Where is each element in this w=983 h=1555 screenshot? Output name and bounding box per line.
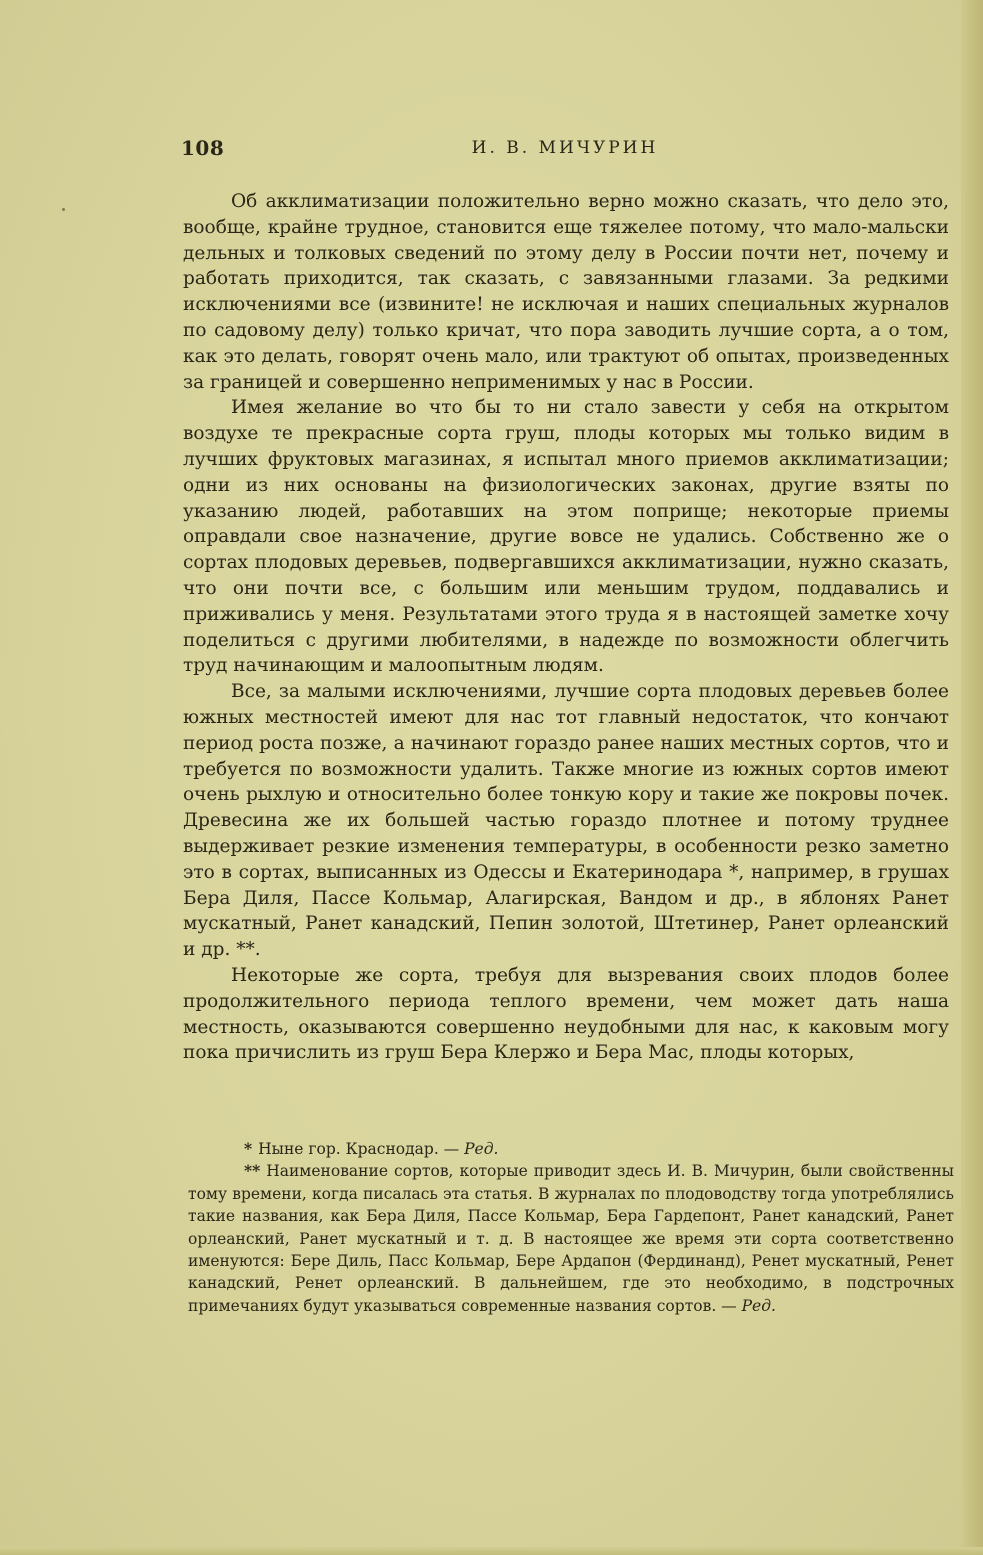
editor-note: Ред. — [741, 1296, 776, 1315]
main-text — [183, 189, 949, 1066]
page-number: 108 — [181, 136, 225, 160]
editor-note: Ред. — [464, 1140, 499, 1158]
footnotes — [188, 1138, 954, 1317]
paper-speck — [62, 208, 65, 211]
paragraph: Имея желание во что бы то ни стало завести у себя на открытом воздухе те прекрасные сорта груш, плоды которых мы только видим в лучших фруктовых магазинах, я испытал много приемов акклиматизации; одни из них основаны на физиологических законах, другие взяты по указанию людей, работавших на этом поприще; некоторые приемы оправдали свое назначение, другие вовсе не удались. Собственно же о сортах плодовых деревьев, подвергавшихся акклиматизации, нужно сказать, что они почти все, с большим или меньшим трудом, поддавались и приживались у меня. Результатами этого труда я в настоящей заметке хочу поделиться с другими любителями, в надежде по возможности облегчить труд начинающим и малоопытным людям. — [183, 397, 949, 677]
footnote — [188, 1138, 954, 1160]
footnote — [188, 1160, 954, 1317]
paragraph: Некоторые же сорта, требуя для вызревания своих плодов более продолжительного периода теплого времени, чем может дать наша местность, оказываются совершенно неудобными для нас, к каковым могу пока причислить из груш Бера Клержо и Бера Мас, плоды которых, — [183, 964, 949, 1064]
page-bottom-edge — [0, 1547, 983, 1555]
page-edge-shadow — [961, 0, 983, 1555]
paragraph: Все, за малыми исключениями, лучшие сорта плодовых деревьев более южных местностей имеют для нас тот главный недостаток, что кончают период роста позже, а начинают гораздо ранее наших местных сортов, что и требуется по возможности удалить. Также многие из южных сортов имеют очень рыхлую и относительно более тонкую кору и такие же покровы почек. Древесина же их большей частью гораздо плотнее и потому труднее выдерживает резкие изменения температуры, в особенности резко заметно это в сортах, выписанных из Одессы и Екатеринодара *, например, в грушах Бера Диля, Пассе Кольмар, Алагирская, Вандом и др., в яблонях Ранет мускатный, Ранет канадский, Пепин золотой, Штетинер, Ранет орлеанский и др. **. — [183, 681, 949, 961]
footnote-text: Ныне гор. Краснодар. — — [258, 1140, 460, 1158]
running-head: И. В. МИЧУРИН — [471, 138, 659, 158]
page-header — [181, 136, 949, 166]
paragraph: Об акклиматизации положительно верно можно сказать, что дело это, вообще, крайне трудное, становится еще тяжелее потому, что мало-мальски дельных и толковых сведений по этому делу в России почти нет, почему и работать приходится, так сказать, с завязанными глазами. За редкими исключениями все (извините! не исключая и наших специальных журналов по садовому делу) только кричат, что пора заводить лучшие сорта, а о том, как это делать, говорят очень мало, или трактуют об опытах, произведенных за границей и совершенно неприменимых у нас в России. — [183, 191, 949, 393]
footnote-marker: * — [244, 1139, 253, 1158]
footnote-text: Наименование сортов, которые приводит здесь И. В. Мичурин, были свойственны тому времени, когда писалась эта статья. В журналах по плодоводству тогда употреблялись такие названия, как Бера Диля, Пассе Кольмар, Бера Гардепонт, Ранет канадский, Ранет орлеанский, Ранет мускатный и т. д. В настоящее же время эти сорта соответственно именуются: Бере Диль, Пасс Кольмар, Бере Ардапон (Фердинанд), Ренет мускатный, Ренет канадский, Ренет орлеанский. В дальнейшем, где это необходимо, в подстрочных примечаниях будут указываться современные названия сортов. — — [188, 1162, 954, 1315]
footnote-marker: ** — [244, 1161, 261, 1181]
